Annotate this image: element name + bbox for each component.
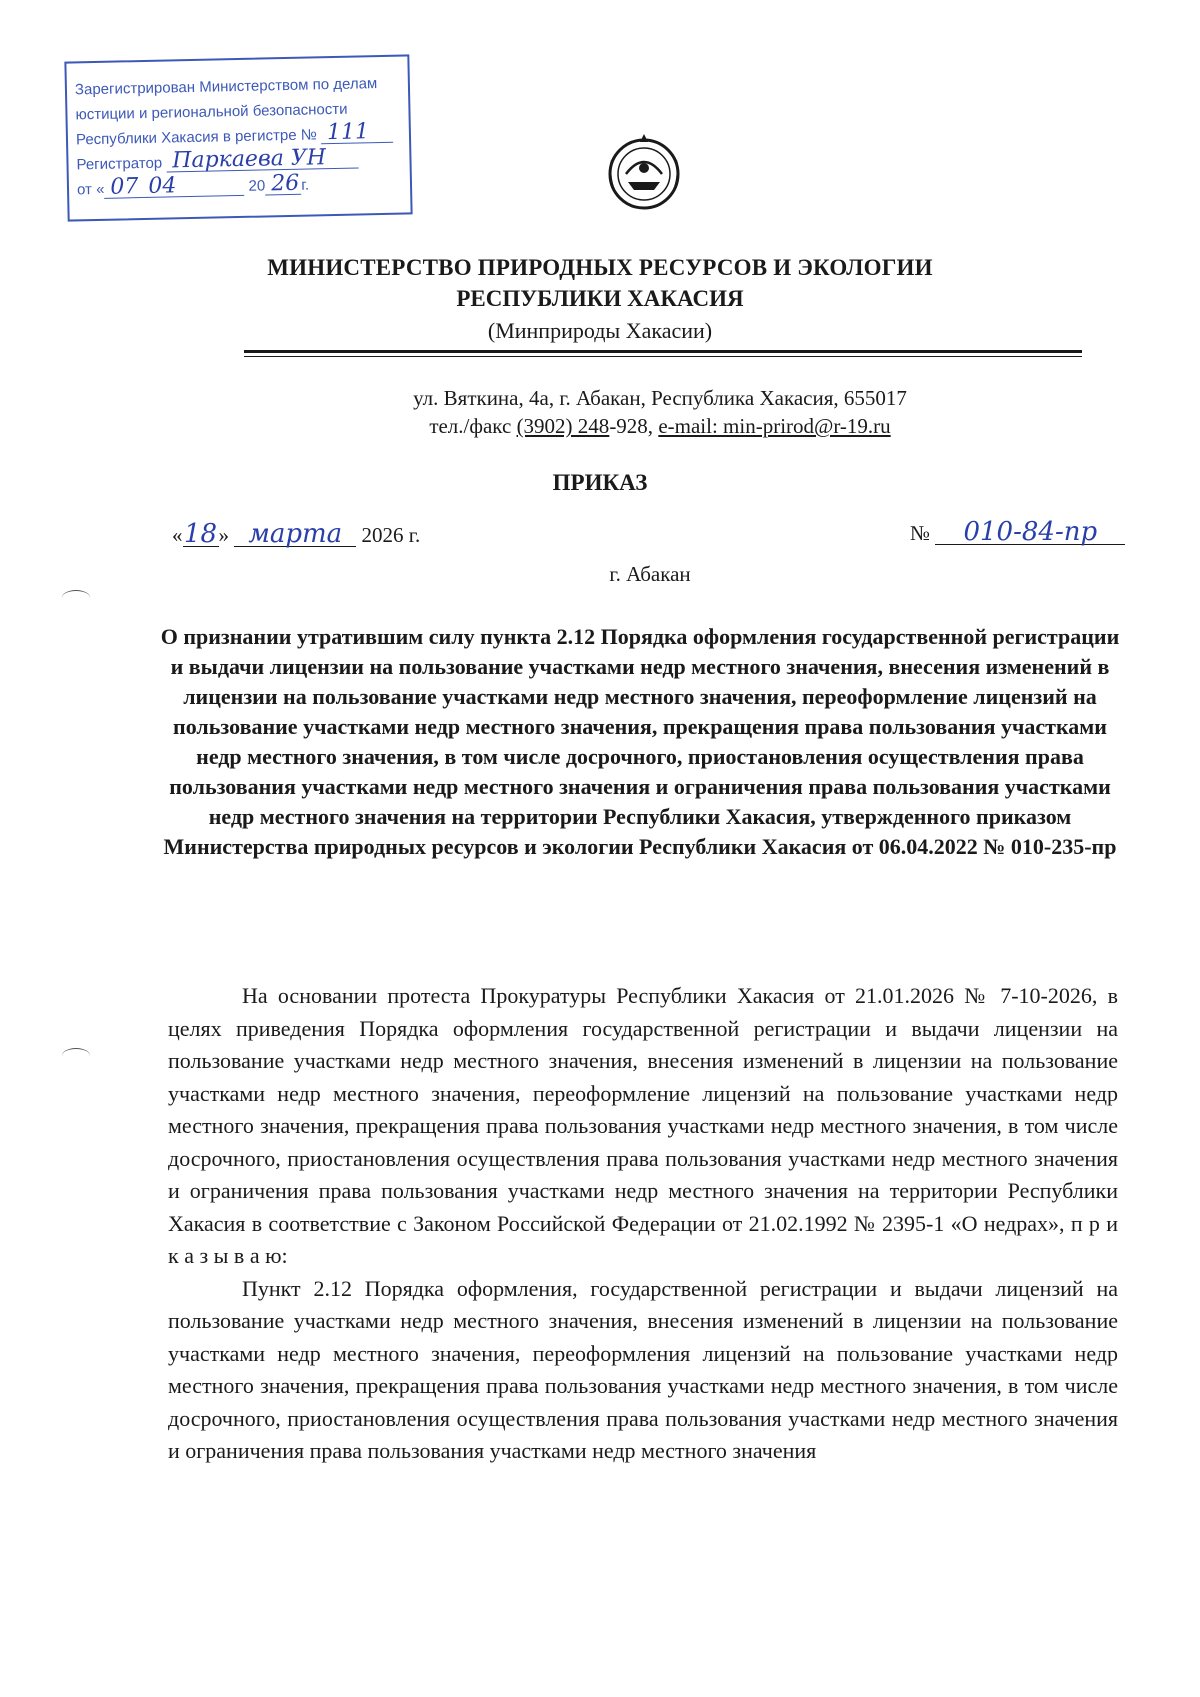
ministry-contacts [60, 414, 1200, 439]
email-address: e-mail: min-prirod@r-19.ru [658, 414, 891, 438]
stamp-register-label: Республики Хакасия в регистре № [75, 126, 318, 149]
coat-of-arms-emblem [602, 130, 686, 214]
header-rule-thick [244, 350, 1082, 353]
stamp-registrar-label: Регистратор [76, 154, 163, 174]
number-label: № [910, 521, 931, 545]
margin-punch-mark [62, 1048, 90, 1063]
order-city: г. Абакан [609, 562, 691, 586]
registration-stamp [64, 54, 412, 221]
ministry-short-name: (Минприроды Хакасии) [487, 318, 713, 343]
stamp-line-1: Зарегистрирован Министерством по делам [74, 75, 378, 99]
stamp-date-suffix: г. [301, 176, 310, 194]
phone-number: (3902) 248 [516, 414, 610, 438]
stamp-date-month: 04 [142, 175, 244, 198]
date-close-quote: » [218, 523, 229, 547]
date-day: 18 [183, 519, 218, 549]
date-month: марта [234, 522, 356, 547]
body-paragraph-1: На основании протеста Прокуратуры Республики Хакасия от 21.01.2026 № 7-10-2026, в целях приведения Порядка оформления государственной регистрации и выдачи лицензии на пользование участками недр местного значения, внесения изменений в лицензии на пользование участками недр местного значения, переоформление лицензий на пользование участками недр местного значения, прекращения права пользования участками недр местного значения, в том числе досрочного, приостановления осуществления права пользования участками недр местного значения и ограничения права пользования участками недр местного значения на территории Республики Хакасия в соответствие с Законом Российской Федерации от 21.02.1992 № 2395-1 «О недрах», п р и к а з ы в а ю: [168, 983, 1118, 1268]
stamp-registrar-signature: Паркаева УН [166, 147, 358, 172]
order-date [172, 519, 421, 549]
document-title: ПРИКАЗ [552, 470, 648, 495]
phone-suffix: -928, [609, 414, 659, 438]
number-value: 010-84-пр [935, 520, 1125, 545]
header-rule-thin [244, 356, 1082, 357]
ministry-address: ул. Вяткина, 4а, г. Абакан, Республика Хакасия, 655017 [413, 386, 907, 410]
date-year: 2026 г. [361, 523, 421, 547]
stamp-date-prefix: от « [76, 180, 105, 199]
stamp-line-5 [77, 171, 402, 203]
order-number [910, 517, 1125, 547]
body-paragraph-2: Пункт 2.12 Порядка оформления, государственной регистрации и выдачи лицензий на пользование участками недр местного значения, внесения изменений в лицензии на пользование участками недр местного значения, переоформления лицензий на пользование участками недр местного значения, прекращения права пользования участками недр местного значения, в том числе досрочного, приостановления осуществления права пользования участками недр местного значения и ограничения права пользования участками недр местного значения [168, 1275, 1118, 1463]
ministry-name-line-2: РЕСПУБЛИКИ ХАКАСИЯ [456, 286, 744, 311]
order-subject-heading: О признании утратившим силу пункта 2.12 Порядка оформления государственной регистрации и выдачи лицензии на пользование участками недр местного значения, внесения изменений в лицензии на пользование участками недр местного значения, переоформление лицензий на пользование участками недр местного значения, прекращения права пользования участками недр местного значения, в том числе досрочного, приостановления осуществления права пользования участками недр местного значения и ограничения права пользования участками недр местного значения на территории Республики Хакасия, утвержденного приказом Министерства природных ресурсов и экологии Республики Хакасия от 06.04.2022 № 010-235-пр [160, 624, 1120, 859]
ministry-name-line-1: МИНИСТЕРСТВО ПРИРОДНЫХ РЕСУРСОВ И ЭКОЛОГИИ [267, 255, 933, 280]
order-body [168, 980, 1118, 1468]
stamp-date-day: 07 [104, 177, 142, 199]
stamp-date-year: 26 [265, 174, 301, 196]
date-open-quote: « [172, 523, 183, 547]
margin-punch-mark [62, 590, 90, 605]
contact-prefix: тел./факс [429, 414, 517, 438]
stamp-register-number: 111 [321, 122, 393, 145]
stamp-date-year-sep: 20 [244, 177, 266, 195]
stamp-line-2: юстиции и региональной безопасности [75, 100, 348, 124]
